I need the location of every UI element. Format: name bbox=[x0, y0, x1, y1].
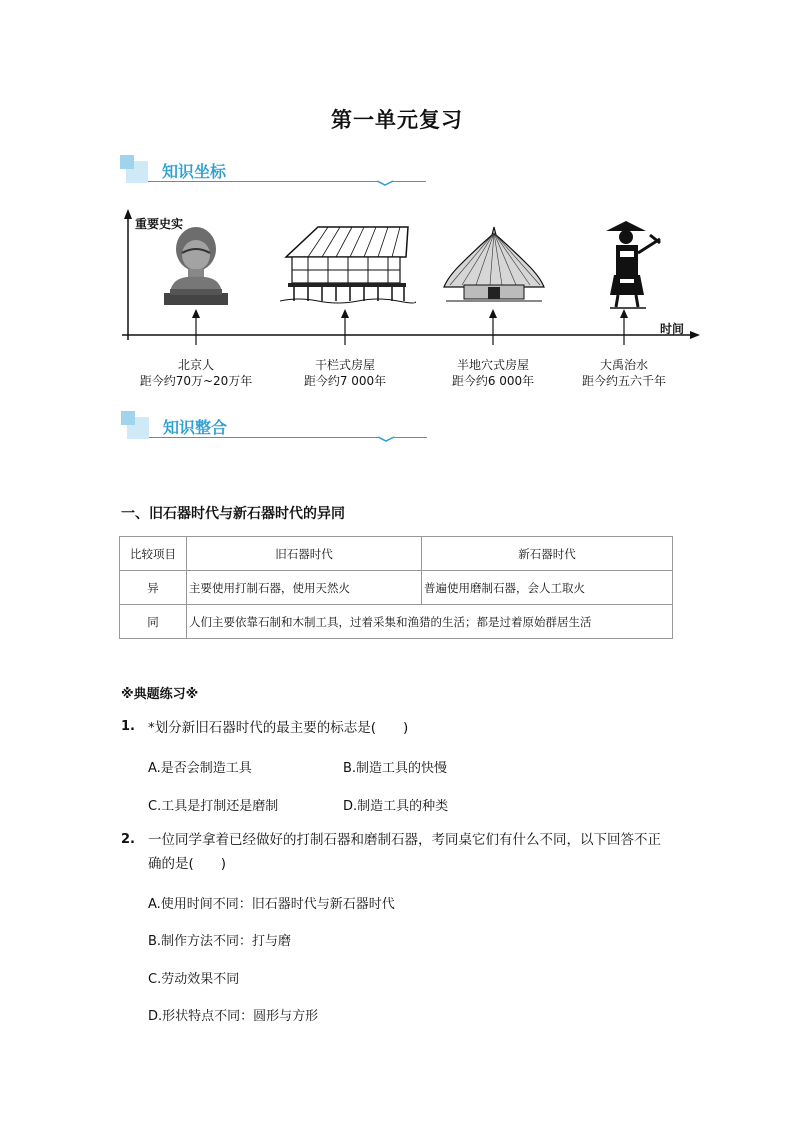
event-time: 距今约70万~20万年 bbox=[139, 374, 253, 388]
section-header-knowledge-coordinates bbox=[120, 155, 430, 191]
x-axis-label: 时间 bbox=[660, 322, 685, 336]
event-name: 半地穴式房屋 bbox=[456, 358, 529, 372]
table-cell: 普遍使用磨制石器，会人工取火 bbox=[422, 571, 673, 605]
answer-option: D.形状特点不同：圆形与方形 bbox=[148, 1009, 319, 1024]
timeline-event bbox=[280, 357, 410, 389]
header-cell: 新石器时代 bbox=[422, 537, 673, 571]
peking-man-bust-image bbox=[160, 223, 232, 309]
answer-option: D.制造工具的种类 bbox=[343, 799, 449, 814]
header-cell: 旧石器时代 bbox=[187, 537, 422, 571]
table-cell: 人们主要依靠石制和木制工具，过着采集和渔猎的生活；都是过着原始群居生活 bbox=[187, 605, 673, 639]
timeline-event bbox=[559, 357, 689, 389]
page-title: 第一单元复习 bbox=[331, 107, 463, 132]
section-header-knowledge-integration bbox=[121, 411, 431, 447]
da-yu-figure-image bbox=[598, 219, 664, 311]
answer-option: A.是否会制造工具 bbox=[148, 761, 252, 776]
answer-option: B.制造工具的快慢 bbox=[343, 761, 448, 776]
event-name: 北京人 bbox=[177, 358, 214, 372]
event-name: 干栏式房屋 bbox=[314, 358, 375, 372]
comparison-table bbox=[119, 536, 673, 639]
question-text-line: 一位同学拿着已经做好的打制石器和磨制石器，考同桌它们有什么不同，以下回答不正 bbox=[148, 832, 661, 848]
timeline-event bbox=[428, 357, 558, 389]
section-label: 知识坐标 bbox=[162, 162, 227, 181]
comparison-heading: 一、旧石器时代与新石器时代的异同 bbox=[121, 506, 345, 522]
stilt-house-image bbox=[278, 223, 416, 307]
y-axis-label: 重要史实 bbox=[135, 217, 184, 231]
table-row bbox=[120, 605, 673, 639]
table-cell: 同 bbox=[120, 605, 187, 639]
table-row bbox=[120, 571, 673, 605]
table-header-row bbox=[120, 537, 673, 571]
answer-option: B.制作方法不同：打与磨 bbox=[148, 934, 292, 949]
question-text-line: 确的是( ) bbox=[148, 856, 227, 872]
question-number: 2. bbox=[121, 832, 135, 847]
event-time: 距今约7 000年 bbox=[303, 374, 387, 388]
history-timeline bbox=[118, 205, 708, 390]
practice-heading: ※典题练习※ bbox=[121, 687, 199, 702]
timeline-event bbox=[131, 357, 261, 389]
semi-subterranean-hut-image bbox=[442, 225, 546, 307]
answer-option: C.工具是打制还是磨制 bbox=[148, 799, 279, 814]
event-name: 大禹治水 bbox=[599, 358, 648, 372]
header-cell: 比较项目 bbox=[120, 537, 187, 571]
table-cell: 异 bbox=[120, 571, 187, 605]
event-time: 距今约五六千年 bbox=[581, 374, 666, 388]
section-label: 知识整合 bbox=[163, 418, 228, 437]
answer-option: C.劳动效果不同 bbox=[148, 972, 240, 987]
table-cell: 主要使用打制石器，使用天然火 bbox=[187, 571, 422, 605]
chevron-down-icon bbox=[376, 432, 396, 442]
question-text bbox=[148, 828, 688, 876]
question-number: 1. bbox=[121, 719, 135, 734]
answer-option: A.使用时间不同：旧石器时代与新石器时代 bbox=[148, 897, 395, 912]
event-time: 距今约6 000年 bbox=[451, 374, 535, 388]
question-text: *划分新旧石器时代的最主要的标志是( ) bbox=[148, 720, 409, 736]
chevron-down-icon bbox=[375, 176, 395, 186]
